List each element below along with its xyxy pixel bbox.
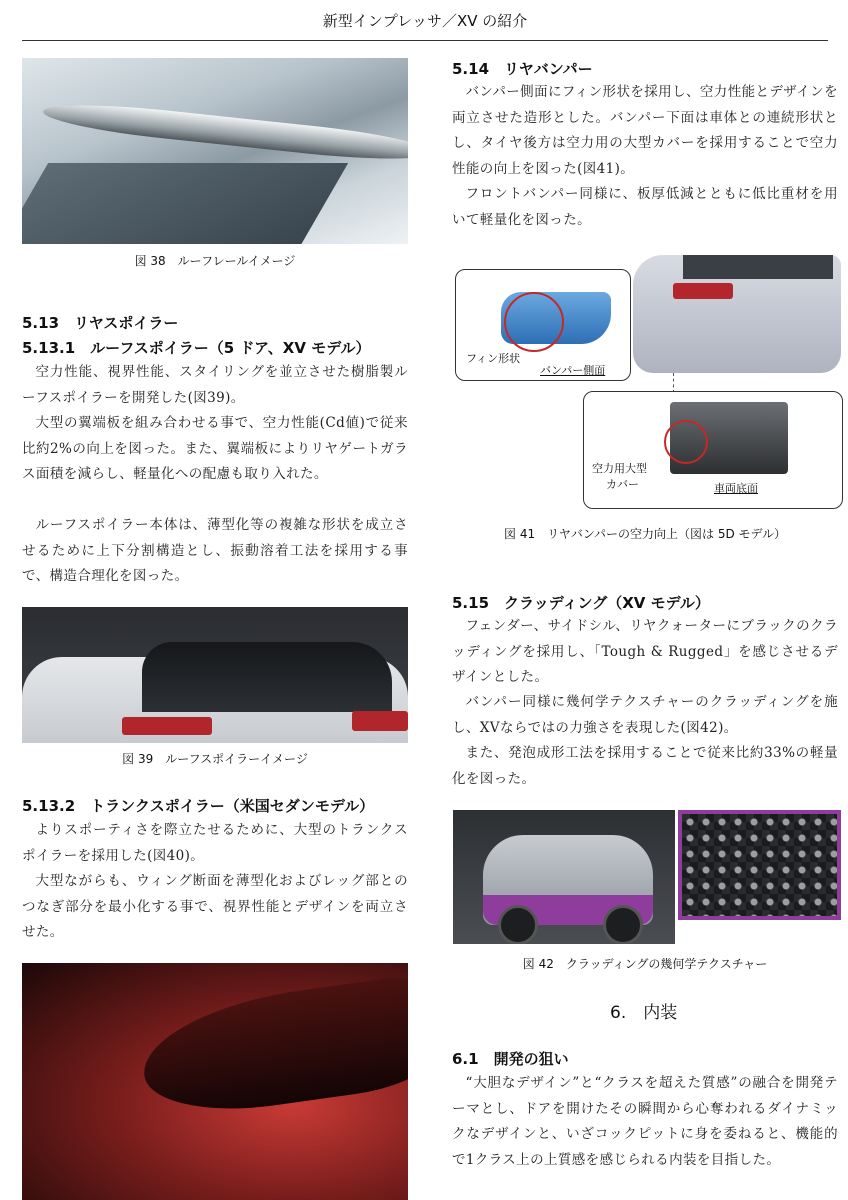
section-5-15-paragraph-2: バンパー同様に幾何学テクスチャーのクラッディングを施し、XVならではの力強さを表現した(図42)。 [452, 694, 838, 736]
rear-car-view [633, 255, 841, 373]
cladding-car-photo [453, 810, 675, 944]
section-5-13-heading: 5.13 リヤスポイラー [22, 314, 179, 332]
underbody-box [583, 391, 843, 509]
rear-bumper-figure [455, 255, 841, 515]
figure-41-caption: 図 41 リヤバンパーの空力向上（図は 5D モデル） [504, 527, 786, 541]
cover-label-line2: カバー [606, 478, 639, 491]
section-5-15-paragraph-3: また、発泡成形工法を採用することで従来比約33%の軽量化を図った。 [452, 745, 838, 787]
figure-42-caption: 図 42 クラッディングの幾何学テクスチャー [522, 957, 768, 971]
bumper-side-label: バンパー側面 [540, 364, 606, 377]
geometric-texture-photo [678, 810, 841, 920]
figure-39-caption: 図 39 ルーフスポイラーイメージ [122, 752, 308, 766]
section-5-15-heading: 5.15 クラッディング（XV モデル） [452, 594, 710, 612]
trunk-spoiler-photo [22, 963, 408, 1200]
section-6-1-paragraph-1: “大胆なデザイン”と“クラスを超えた質感”の融合を開発テーマとし、ドアを開けたその瞬間から心奪われるダイナミックなデザインと、いざコックピットに身を委ねると、機能的で1クラス上の上質感を感じられる内装を目指した。 [452, 1075, 838, 1168]
section-5-13-2-paragraph-1: よりスポーティさを際立たせるために、大型のトランクスポイラーを採用した(図40)。 [22, 822, 408, 864]
section-5-13-1-heading: 5.13.1 ルーフスポイラー（5 ドア、XV モデル） [22, 339, 371, 357]
section-5-14-heading: 5.14 リヤバンパー [452, 60, 593, 78]
cover-label-line1: 空力用大型 [592, 462, 647, 475]
section-5-13-1-paragraph-2: 大型の翼端板を組み合わせる事で、空力性能(Cd値)で従来比約2%の向上を図った。また、翼端板によりリヤゲートガラス面積を減らし、軽量化への配慮も取り入れた。 [22, 415, 408, 482]
header-title: 新型インプレッサ／XV の紹介 [322, 12, 528, 30]
section-5-15-paragraph-1: フェンダー、サイドシル、リヤクォーターにブラックのクラッディングを採用し、「Tough & Rugged」を感じさせるデザインとした。 [452, 618, 838, 685]
section-5-14-paragraph-2: フロントバンパー同様に、板厚低減とともに低比重材を用いて軽量化を図った。 [452, 186, 838, 228]
figure-38-caption: 図 38 ルーフレールイメージ [134, 254, 296, 268]
cover-highlight-circle [664, 420, 708, 464]
connector-dashed-line [673, 373, 674, 393]
page-header [22, 0, 828, 41]
fin-label: フィン形状 [466, 352, 521, 365]
section-5-13-1-paragraph-1: 空力性能、視界性能、スタイリングを並立させた樹脂製ルーフスポイラーを開発した(図39)。 [22, 364, 408, 406]
section-5-13-2-paragraph-2: 大型ながらも、ウィング断面を薄型化およびレッグ部とのつなぎ部分を最小化する事で、視界性能とデザインを両立させた。 [22, 873, 408, 940]
underbody-label: 車両底面 [714, 482, 758, 495]
section-5-13-1-paragraph-3: ルーフスポイラー本体は、薄型化等の複雑な形状を成立させるために上下分割構造とし、振動溶着工法を採用する事で、構造合理化を図った。 [22, 517, 408, 584]
fin-highlight-circle [504, 292, 564, 352]
chapter-6-heading: 6. 内装 [610, 1003, 678, 1023]
section-5-14-paragraph-1: バンパー側面にフィン形状を採用し、空力性能とデザインを両立させた造形とした。バンパー下面は車体との連続形状とし、タイヤ後方は空力用の大型カバーを採用することで空力性能の向上を図った(図41)。 [452, 84, 838, 177]
roof-spoiler-photo [22, 607, 408, 743]
roof-rail-photo [22, 58, 408, 244]
bumper-side-box [455, 269, 631, 381]
section-5-13-2-heading: 5.13.2 トランクスポイラー（米国セダンモデル） [22, 797, 375, 815]
section-6-1-heading: 6.1 開発の狙い [452, 1050, 569, 1068]
